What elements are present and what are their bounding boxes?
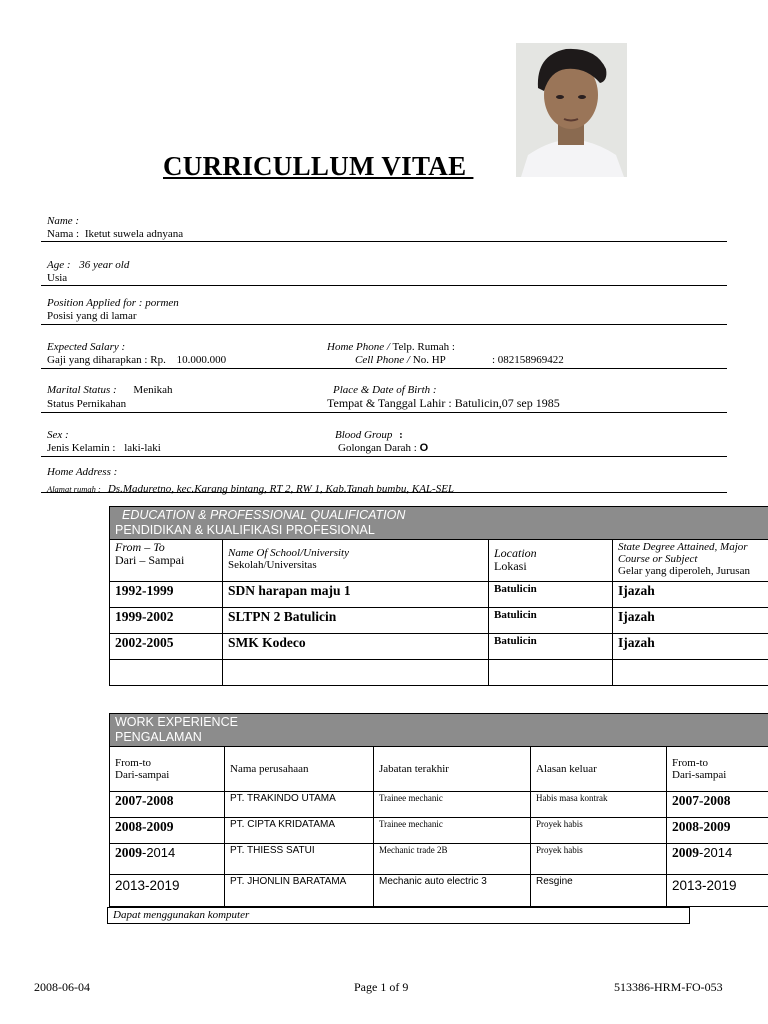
col-from-to-2 — [667, 747, 768, 792]
divider — [41, 241, 727, 242]
work-column-headers — [110, 747, 768, 792]
edu-location: Batulicin — [489, 608, 613, 634]
salary-row — [47, 354, 226, 366]
edu-degree: Ijazah — [613, 634, 768, 660]
work-header-en: WORK EXPERIENCE — [115, 715, 238, 729]
divider — [41, 492, 727, 493]
divider — [41, 285, 727, 286]
work-from-to: 2013-2019 — [110, 875, 225, 907]
work-company: PT. JHONLIN BARATAMA — [225, 875, 374, 907]
col-from-to — [110, 747, 225, 792]
marital-value: Menikah — [133, 384, 173, 396]
edu-degree: Ijazah — [613, 608, 768, 634]
salary-value: 10.000.000 — [176, 354, 227, 366]
position-row — [47, 297, 179, 309]
blood-colon: : — [399, 429, 403, 441]
footer-code: 513386-HRM-FO-053 — [614, 980, 723, 994]
divider — [41, 456, 727, 457]
work-position: Trainee mechanic — [374, 818, 531, 844]
col-location — [489, 540, 613, 582]
position-value: pormen — [145, 297, 179, 309]
work-reason: Habis masa kontrak — [531, 792, 667, 818]
salary-label-id: Gaji yang diharapkan : Rp. — [47, 354, 166, 366]
sex-label-en: Sex : — [47, 429, 69, 441]
table-row — [110, 582, 768, 608]
col-id: Sekolah/Universitas — [228, 559, 317, 571]
col-from-to — [110, 540, 223, 582]
home-phone-label-id: Telp. Rumah : — [392, 341, 455, 353]
education-column-headers — [110, 540, 768, 582]
divider — [41, 368, 727, 369]
table-row — [110, 634, 768, 660]
divider — [41, 412, 727, 413]
edu-location: Batulicin — [489, 634, 613, 660]
edu-location: Batulicin — [489, 582, 613, 608]
col-position: Jabatan terakhir — [374, 747, 531, 792]
work-from-to-2 — [667, 844, 768, 875]
work-from-to-2: 2007-2008 — [667, 792, 768, 818]
marital-label-id: Status Pernikahan — [47, 398, 127, 410]
address-label-en: Home Address : — [47, 466, 118, 478]
col-en: From – To — [115, 540, 165, 554]
cell-phone-label-en: Cell Phone / — [355, 354, 410, 366]
col-id: Dari – Sampai — [115, 553, 185, 567]
work-header-id: PENGALAMAN — [115, 730, 202, 744]
document-title: CURRICULLUM VITAE — [163, 151, 474, 181]
position-label-id: Posisi yang di lamar — [47, 310, 137, 322]
col-en: From-to — [672, 757, 709, 769]
col-en: Name Of School/University — [228, 547, 349, 559]
work-reason: Proyek habis — [531, 818, 667, 844]
education-table — [109, 506, 768, 686]
name-label-en: Name : — [47, 215, 80, 227]
col-reason: Alasan keluar — [531, 747, 667, 792]
address-value: Ds.Maduretno, kec.Karang bintang, RT 2, RW 1, Kab.Tanah bumbu, KAL-SEL — [107, 483, 455, 495]
col-id: Gelar yang diperoleh, Jurusan — [618, 565, 750, 577]
table-row — [110, 875, 768, 907]
work-position: Mechanic trade 2B — [374, 844, 531, 875]
edu-school: SMK Kodeco — [223, 634, 489, 660]
col-school — [223, 540, 489, 582]
work-position: Mechanic auto electric 3 — [374, 875, 531, 907]
year-start: 2009 — [115, 845, 142, 860]
blood-label-en: Blood Group — [335, 429, 393, 441]
work-company: PT. TRAKINDO UTAMA — [225, 792, 374, 818]
work-position: Trainee mechanic — [374, 792, 531, 818]
work-table — [109, 713, 768, 907]
blood-id-row — [338, 442, 428, 454]
table-row — [110, 818, 768, 844]
education-header-id: PENDIDIKAN & KUALIFIKASI PROFESIONAL — [115, 523, 375, 537]
footer-page: Page 1 of 9 — [354, 980, 409, 994]
age-row — [47, 259, 129, 271]
birth-label-en: Place & Date of Birth : — [333, 384, 437, 396]
edu-degree: Ijazah — [613, 582, 768, 608]
table-row — [110, 844, 768, 875]
col-degree — [613, 540, 768, 582]
profile-photo — [516, 43, 627, 177]
col-id: Dari-sampai — [672, 769, 727, 781]
edu-from-to: 1992-1999 — [110, 582, 223, 608]
birth-row — [327, 397, 560, 410]
home-phone-label-en: Home Phone / — [327, 341, 390, 353]
work-reason: Resgine — [531, 875, 667, 907]
work-company: PT. CIPTA KRIDATAMA — [225, 818, 374, 844]
education-header — [110, 507, 768, 540]
position-label-en: Position Applied for : — [47, 297, 143, 309]
table-row-empty — [110, 660, 768, 686]
year-end: -2014 — [142, 845, 176, 860]
sex-row — [47, 442, 161, 454]
person-photo-image — [516, 43, 627, 177]
name-label-id: Nama : — [47, 228, 80, 240]
work-from-to — [110, 844, 225, 875]
work-from-to: 2008-2009 — [110, 818, 225, 844]
name-value: Iketut suwela adnyana — [84, 228, 184, 240]
col-en: State Degree Attained, Major Course or Subject — [618, 541, 748, 565]
name-row — [47, 228, 183, 240]
col-id: Lokasi — [494, 559, 527, 573]
marital-label-en: Marital Status : — [47, 384, 117, 396]
year-start: 2009 — [672, 845, 699, 860]
age-value: 36 year old — [79, 259, 130, 271]
work-header — [110, 714, 768, 747]
edu-from-to: 1999-2002 — [110, 608, 223, 634]
work-from-to-2: 2013-2019 — [667, 875, 768, 907]
blood-row — [335, 429, 403, 441]
edu-school: SLTPN 2 Batulicin — [223, 608, 489, 634]
address-label-id: Alamat rumah : — [47, 484, 101, 494]
col-id: Dari-sampai — [115, 769, 170, 781]
sex-label-id: Jenis Kelamin : — [47, 442, 116, 454]
skills-note-box — [107, 907, 690, 924]
divider — [41, 324, 727, 325]
edu-school: SDN harapan maju 1 — [223, 582, 489, 608]
birth-value: Batulicin,07 sep 1985 — [454, 396, 560, 410]
edu-from-to: 2002-2005 — [110, 634, 223, 660]
table-row — [110, 792, 768, 818]
table-row — [110, 608, 768, 634]
age-label-en: Age : — [47, 259, 71, 271]
year-end: -2014 — [699, 845, 733, 860]
marital-row — [47, 384, 173, 396]
work-from-to-2: 2008-2009 — [667, 818, 768, 844]
salary-label-en: Expected Salary : — [47, 341, 126, 353]
cell-phone-value: : 082158969422 — [492, 354, 564, 366]
col-en: Location — [494, 546, 537, 560]
skills-note: Dapat menggunakan komputer — [113, 909, 250, 921]
blood-value: O — [419, 442, 429, 454]
birth-label-id: Tempat & Tanggal Lahir : — [327, 396, 452, 410]
cell-phone-label-id: No. HP — [412, 354, 446, 366]
sex-value: laki-laki — [124, 442, 161, 454]
age-label-id: Usia — [47, 272, 68, 284]
cell-phone-row — [355, 354, 446, 366]
blood-label-id: Golongan Darah : — [338, 442, 417, 454]
col-company: Nama perusahaan — [225, 747, 374, 792]
work-from-to: 2007-2008 — [110, 792, 225, 818]
work-company: PT. THIESS SATUI — [225, 844, 374, 875]
work-reason: Proyek habis — [531, 844, 667, 875]
education-header-en: EDUCATION & PROFESSIONAL QUALIFICATION — [122, 508, 406, 522]
address-row — [47, 479, 454, 497]
footer-date: 2008-06-04 — [34, 980, 90, 994]
home-phone-row — [327, 341, 455, 353]
col-en: From-to — [115, 757, 152, 769]
